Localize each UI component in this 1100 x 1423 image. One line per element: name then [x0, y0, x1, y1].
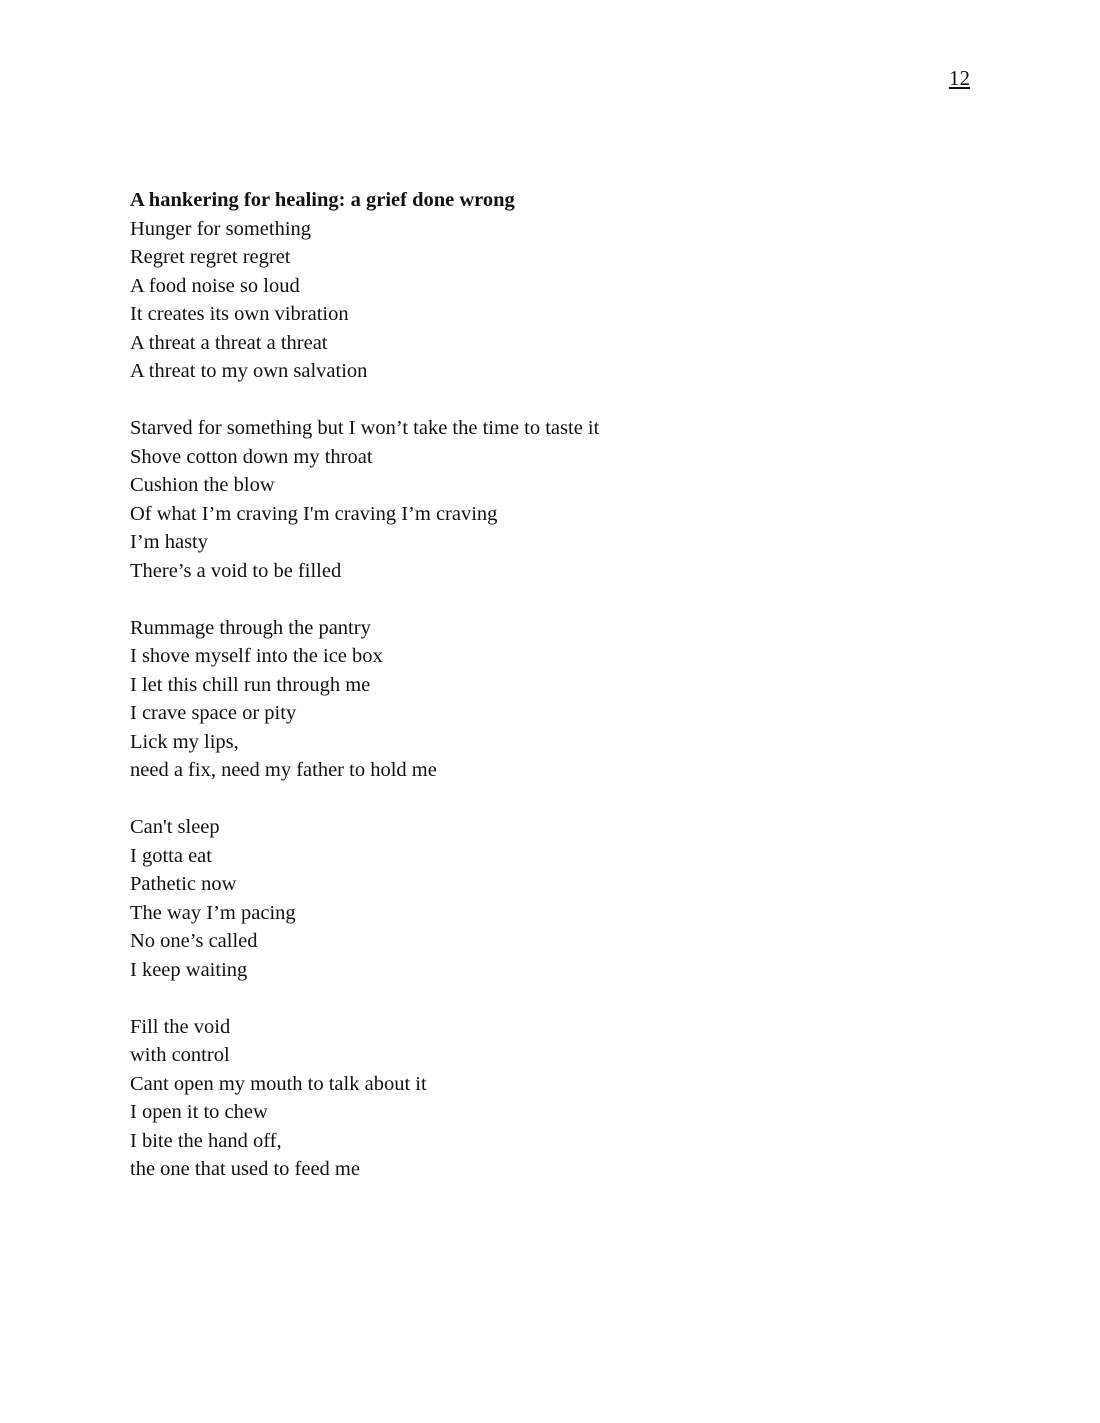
- poem-line: Rummage through the pantry: [130, 616, 371, 639]
- poem-line: Cushion the blow: [130, 474, 275, 496]
- poem-line: It creates its own vibration: [130, 303, 349, 325]
- poem-line: Of what I’m craving I'm craving I’m craving: [130, 502, 498, 525]
- poem-line: I’m hasty: [130, 531, 208, 553]
- poem-line: I gotta eat: [130, 844, 212, 867]
- poem-line: Cant open my mouth to talk about it: [130, 1072, 427, 1095]
- poem-line: I keep waiting: [130, 958, 248, 981]
- stanza-2: [130, 414, 970, 585]
- poem-line: Fill the void: [130, 1015, 231, 1038]
- poem-line: I let this chill run through me: [130, 673, 371, 696]
- poem-line: A threat a threat a threat: [130, 331, 328, 354]
- poem-line: with control: [130, 1044, 230, 1066]
- poem-line: Pathetic now: [130, 873, 237, 895]
- poem-line: Lick my lips,: [130, 730, 239, 753]
- poem-line: the one that used to feed me: [130, 1158, 360, 1180]
- poem-line: I crave space or pity: [130, 702, 297, 724]
- poem-line: No one’s called: [130, 930, 258, 952]
- poem-line: Starved for something but I won’t take the time to taste it: [130, 417, 600, 439]
- poem: [130, 186, 970, 1184]
- poem-line: I shove myself into the ice box: [130, 645, 383, 667]
- poem-line: need a fix, need my father to hold me: [130, 759, 437, 781]
- poem-line: There’s a void to be filled: [130, 559, 342, 582]
- stanza-1: [130, 215, 970, 386]
- poem-line: I open it to chew: [130, 1101, 268, 1123]
- stanza-5: [130, 1013, 970, 1184]
- poem-line: A food noise so loud: [130, 274, 300, 297]
- poem-line: A threat to my own salvation: [130, 360, 368, 382]
- stanza-4: [130, 813, 970, 984]
- page-number: 12: [949, 66, 970, 90]
- poem-line: Hunger for something: [130, 217, 312, 240]
- poem-line: I bite the hand off,: [130, 1129, 282, 1152]
- poem-line: Can't sleep: [130, 816, 220, 838]
- poem-title: A hankering for healing: a grief done wrong: [130, 189, 515, 211]
- poem-line: Regret regret regret: [130, 246, 291, 268]
- poem-line: Shove cotton down my throat: [130, 445, 373, 468]
- stanza-3: [130, 614, 970, 785]
- poem-line: The way I’m pacing: [130, 901, 296, 924]
